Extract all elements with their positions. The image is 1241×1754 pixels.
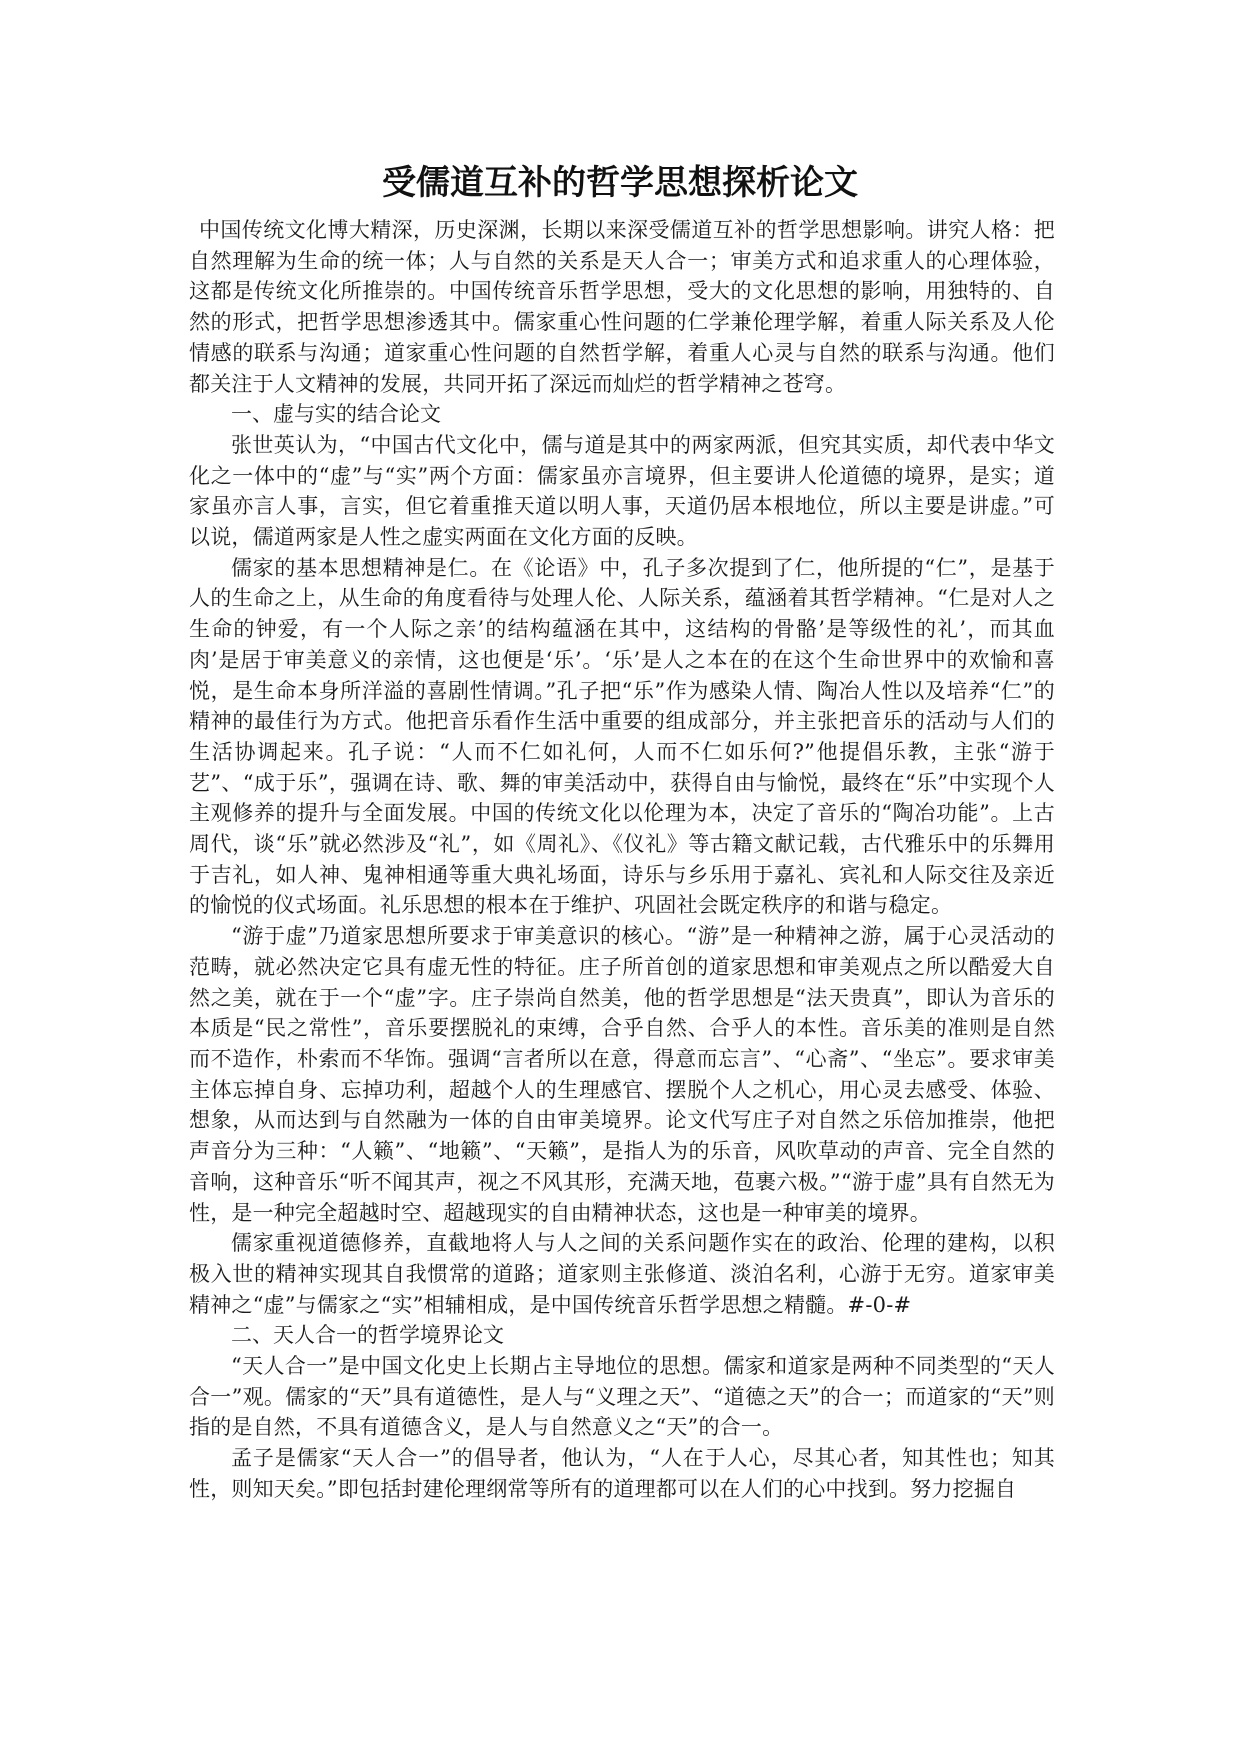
- body-paragraph: “游于虚”乃道家思想所要求于审美意识的核心。“游”是一种精神之游，属于心灵活动的范畴，就必然决定它具有虚无性的特征。庄子所首创的道家思想和审美观点之所以酷爱大自然之美，就在于一个“虚”字。庄子崇尚自然美，他的哲学思想是“法天贵真”，即认为音乐的本质是“民之常性”，音乐要摆脱礼的束缚，合乎自然、合乎人的本性。音乐美的准则是自然而不造作，朴索而不华饰。强调“言者所以在意，得意而忘言”、“心斋”、“坐忘”。要求审美主体忘掉自身、忘掉功利，超越个人的生理感官、摆脱个人之机心，用心灵去感受、体验、想象，从而达到与自然融为一体的自由审美境界。论文代写庄子对自然之乐倍加推崇，他把声音分为三种：“人籁”、“地籁”、“天籁”，是指人为的乐音，风吹草动的声音、完全自然的音响，这种音乐“听不闻其声，视之不风其形，充满天地，苞裹六极。”“游于虚”具有自然无为性，是一种完全超越时空、超越现实的自由精神状态，这也是一种审美的境界。: [189, 924, 1055, 1225]
- section-heading-2: 二、天人合一的哲学境界论文: [231, 1323, 504, 1348]
- body-paragraph: 儒家的基本思想精神是仁。在《论语》中，孔子多次提到了仁，他所提的“仁”，是基于人的生命之上，从生命的角度看待与处理人伦、人际关系，蕴涵着其哲学精神。“仁是对人之生命的钟爱，有一个人际之亲’的结构蕴涵在其中，这结构的骨骼’是等级性的礼’，而其血肉’是居于审美意义的亲情，这也便是‘乐’。‘乐’是人之本在的在这个生命世界中的欢愉和喜悦，是生命本身所洋溢的喜剧性情调。”孔子把“乐”作为感染人情、陶冶人性以及培养“仁”的精神的最佳行为方式。他把音乐看作生活中重要的组成部分，并主张把音乐的活动与人们的生活协调起来。孔子说：“人而不仁如礼何，人而不仁如乐何?”他提倡乐教，主张“游于艺”、“成于乐”，强调在诗、歌、舞的审美活动中，获得自由与愉悦，最终在“乐”中实现个人主观修养的提升与全面发展。中国的传统文化以伦理为本，决定了音乐的“陶冶功能”。上古周代，谈“乐”就必然涉及“礼”，如《周礼》、《仪礼》等古籍文献记载，古代雅乐中的乐舞用于吉礼，如人神、鬼神相通等重大典礼场面，诗乐与乡乐用于嘉礼、宾礼和人际交往及亲近的愉悦的仪式场面。礼乐思想的根本在于维护、巩固社会既定秩序的和谐与稳定。: [189, 555, 1055, 918]
- body-paragraph: 张世英认为，“中国古代文化中，儒与道是其中的两家两派，但究其实质，却代表中华文化之一体中的“虚”与“实”两个方面：儒家虽亦言境界，但主要讲人伦道德的境界，是实；道家虽亦言人事，言实，但它着重推天道以明人事，天道仍居本根地位，所以主要是讲虚。”可以说，儒道两家是人性之虚实两面在文化方面的反映。: [189, 432, 1055, 550]
- section-heading-1: 一、虚与实的结合论文: [231, 402, 441, 427]
- intro-paragraph: 中国传统文化博大精深，历史深渊，长期以来深受儒道互补的哲学思想影响。讲究人格：把自然理解为生命的统一体；人与自然的关系是天人合一；审美方式和追求重人的心理体验，这都是传统文化所推崇的。中国传统音乐哲学思想，受大的文化思想的影响，用独特的、自然的形式，把哲学思想渗透其中。儒家重心性问题的仁学兼伦理学解，着重人际关系及人伦情感的联系与沟通；道家重心性问题的自然哲学解，着重人心灵与自然的联系与沟通。他们都关注于人文精神的发展，共同开拓了深远而灿烂的哲学精神之苍穹。: [189, 218, 1055, 396]
- body-paragraph: “天人合一”是中国文化史上长期占主导地位的思想。儒家和道家是两种不同类型的“天人合一”观。儒家的“天”具有道德性，是人与“义理之天”、“道德之天”的合一；而道家的“天”则指的是自然，不具有道德含义，是人与自然意义之“天”的合一。: [189, 1354, 1055, 1440]
- body-paragraph: 孟子是儒家“天人合一”的倡导者，他认为，“人在于人心，尽其心者，知其性也；知其性，则知天矣。”即包括封建伦理纲常等所有的道理都可以在人们的心中找到。努力挖掘自: [189, 1446, 1055, 1501]
- document-body: [189, 215, 1055, 1505]
- body-paragraph: 儒家重视道德修养，直截地将人与人之间的关系问题作实在的政治、伦理的建构，以积极入世的精神实现其自我惯常的道路；道家则主张修道、淡泊名利，心游于无穷。道家审美精神之“虚”与儒家之“实”相辅相成，是中国传统音乐哲学思想之精髓。#-0-#: [189, 1231, 1055, 1317]
- document-title: 受儒道互补的哲学思想探析论文: [382, 163, 858, 203]
